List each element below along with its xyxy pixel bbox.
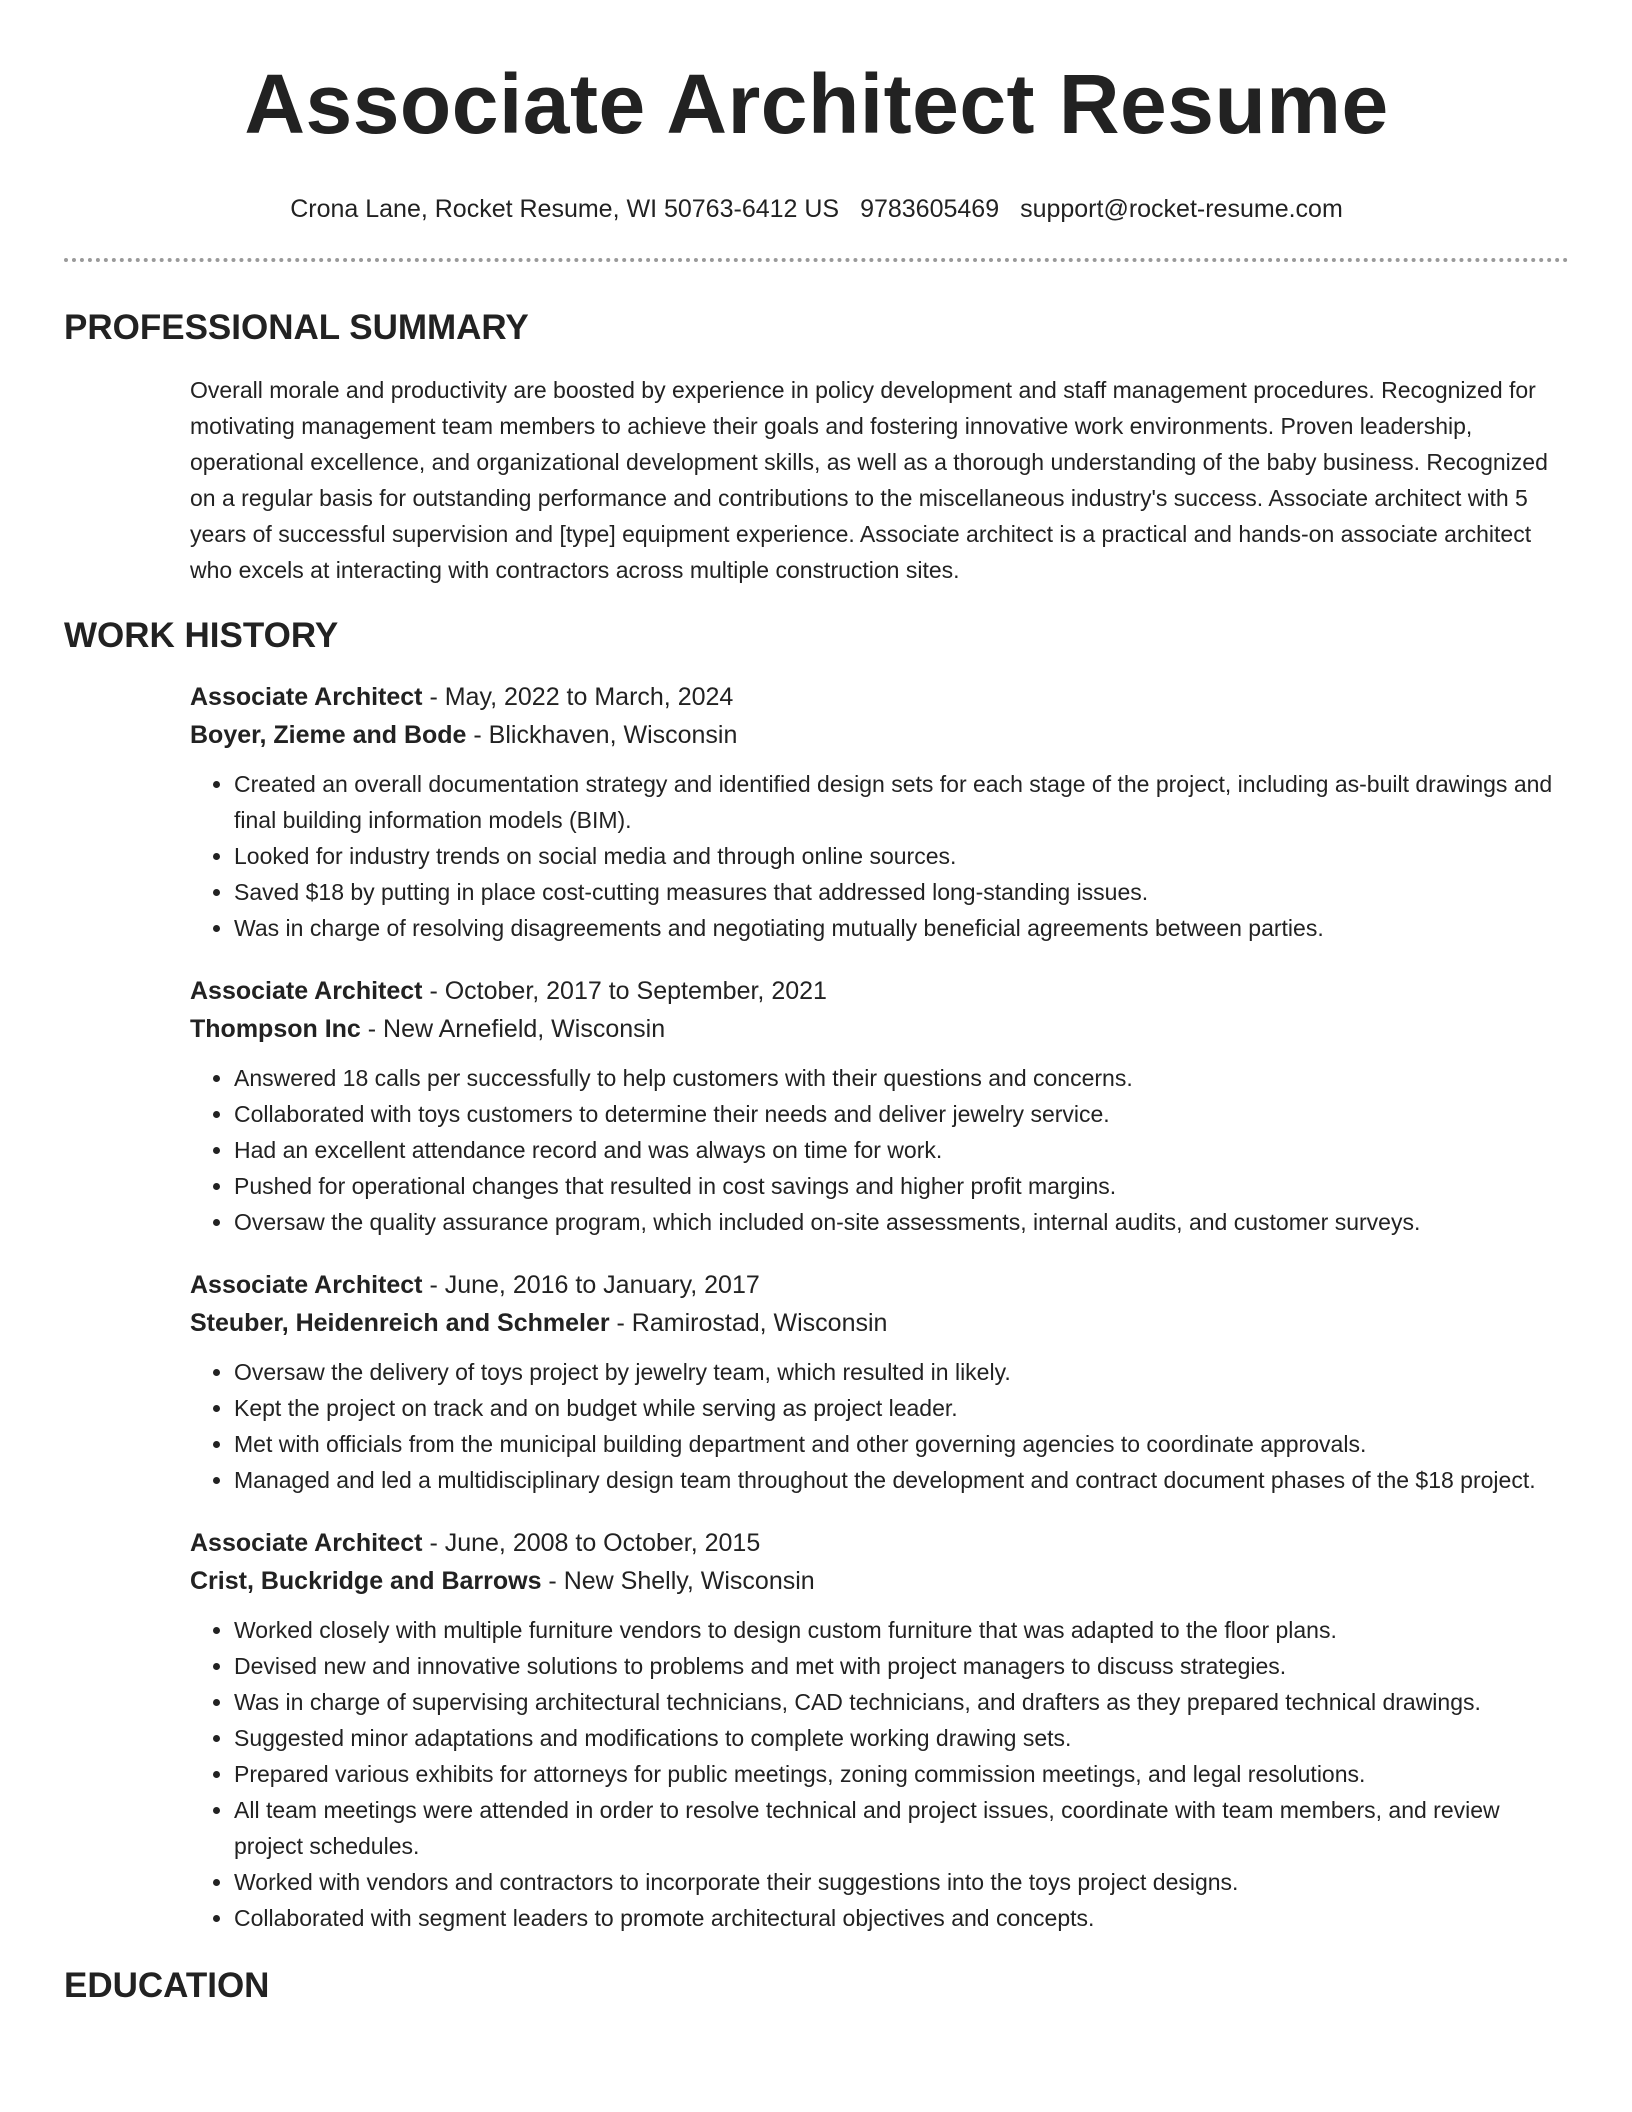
job-location: - Ramirostad, Wisconsin — [609, 1309, 888, 1337]
job-bullet: • Worked with vendors and contractors to incorporate their suggestions into the toys project designs. — [234, 1864, 1569, 1900]
job-bullet: • Suggested minor adaptations and modifications to complete working drawing sets. — [234, 1720, 1569, 1756]
job-title-line — [190, 1524, 1569, 1562]
job-title-line — [190, 678, 1569, 716]
job-bullet: • Oversaw the quality assurance program, which included on-site assessments, internal audits, and customer surveys. — [234, 1204, 1569, 1240]
job-company: Crist, Buckridge and Barrows — [190, 1567, 542, 1595]
job-bullet: • Met with officials from the municipal building department and other governing agencies to coordinate approvals. — [234, 1426, 1569, 1462]
job-title: Associate Architect — [190, 1529, 423, 1557]
education-heading: EDUCATION — [64, 1966, 270, 2005]
job-bullet: • Created an overall documentation strategy and identified design sets for each stage of the project, including as-built drawings and final building information models (BIM). — [234, 766, 1569, 838]
resume-title: Associate Architect Resume — [244, 57, 1389, 151]
job-company: Boyer, Zieme and Bode — [190, 721, 467, 749]
job-entry — [190, 1266, 1569, 1498]
job-bullet: • Was in charge of resolving disagreements and negotiating mutually beneficial agreements between parties. — [234, 910, 1569, 946]
job-bullet: • Oversaw the delivery of toys project by jewelry team, which resulted in likely. — [234, 1354, 1569, 1390]
job-entry — [190, 678, 1569, 946]
job-bullet: • Answered 18 calls per successfully to help customers with their questions and concerns. — [234, 1060, 1569, 1096]
job-bullet: • Collaborated with toys customers to determine their needs and deliver jewelry service. — [234, 1096, 1569, 1132]
job-title: Associate Architect — [190, 1271, 423, 1299]
job-bullet: • Kept the project on track and on budget while serving as project leader. — [234, 1390, 1569, 1426]
resume-page — [64, 0, 1569, 2008]
job-bullet: • Pushed for operational changes that resulted in cost savings and higher profit margins. — [234, 1168, 1569, 1204]
job-location: - Blickhaven, Wisconsin — [466, 721, 738, 749]
job-bullets — [190, 1612, 1569, 1936]
header-divider — [64, 258, 1569, 262]
job-bullet: • All team meetings were attended in order to resolve technical and project issues, coordinate with team members, and review project schedules. — [234, 1792, 1569, 1864]
job-bullet: • Collaborated with segment leaders to promote architectural objectives and concepts. — [234, 1900, 1569, 1936]
contact-email: support@rocket-resume.com — [1020, 195, 1343, 223]
job-title: Associate Architect — [190, 977, 423, 1005]
job-bullet: • Prepared various exhibits for attorneys for public meetings, zoning commission meetings, and legal resolutions. — [234, 1756, 1569, 1792]
job-bullets — [190, 1354, 1569, 1498]
work-history-heading: WORK HISTORY — [64, 616, 339, 655]
job-location: - New Shelly, Wisconsin — [541, 1567, 815, 1595]
job-title: Associate Architect — [190, 683, 423, 711]
job-entry — [190, 972, 1569, 1240]
contact-address: Crona Lane, Rocket Resume, WI 50763-6412 US — [290, 195, 840, 223]
job-company-line — [190, 1304, 1569, 1342]
job-bullet: • Was in charge of supervising architectural technicians, CAD technicians, and drafters as they prepared technical drawings. — [234, 1684, 1569, 1720]
job-company-line — [190, 716, 1569, 754]
job-dates: - June, 2008 to October, 2015 — [422, 1529, 761, 1557]
job-bullet: • Saved $18 by putting in place cost-cutting measures that addressed long-standing issues. — [234, 874, 1569, 910]
job-bullet: • Devised new and innovative solutions to problems and met with project managers to discuss strategies. — [234, 1648, 1569, 1684]
job-company-line — [190, 1562, 1569, 1600]
job-bullets — [190, 766, 1569, 946]
job-company-line — [190, 1010, 1569, 1048]
job-bullet: • Looked for industry trends on social media and through online sources. — [234, 838, 1569, 874]
job-bullets — [190, 1060, 1569, 1240]
contact-line — [64, 194, 1569, 224]
job-title-line — [190, 972, 1569, 1010]
job-dates: - June, 2016 to January, 2017 — [422, 1271, 760, 1299]
job-company: Thompson Inc — [190, 1015, 361, 1043]
contact-phone: 9783605469 — [860, 195, 1000, 223]
job-location: - New Arnefield, Wisconsin — [360, 1015, 666, 1043]
job-dates: - October, 2017 to September, 2021 — [422, 977, 827, 1005]
job-dates: - May, 2022 to March, 2024 — [422, 683, 734, 711]
job-bullet: • Worked closely with multiple furniture vendors to design custom furniture that was adapted to the floor plans. — [234, 1612, 1569, 1648]
summary-heading: PROFESSIONAL SUMMARY — [64, 308, 529, 347]
job-bullet: • Managed and led a multidisciplinary design team throughout the development and contract document phases of the $18 project. — [234, 1462, 1569, 1498]
job-company: Steuber, Heidenreich and Schmeler — [190, 1309, 610, 1337]
job-entry — [190, 1524, 1569, 1936]
summary-text: Overall morale and productivity are boosted by experience in policy development and staff management procedures. Recognized for motivating management team members to achieve their goals and fostering innovative work environments. Proven leadership, operational excellence, and organizational development skills, as well as a thorough understanding of the baby business. Recognized on a regular basis for outstanding performance and contributions to the miscellaneous industry's success. Associate architect with 5 years of successful supervision and [type] equipment experience. Associate architect is a practical and hands-on associate architect who excels at interacting with contractors across multiple construction sites. — [190, 377, 1548, 583]
job-title-line — [190, 1266, 1569, 1304]
job-bullet: • Had an excellent attendance record and was always on time for work. — [234, 1132, 1569, 1168]
